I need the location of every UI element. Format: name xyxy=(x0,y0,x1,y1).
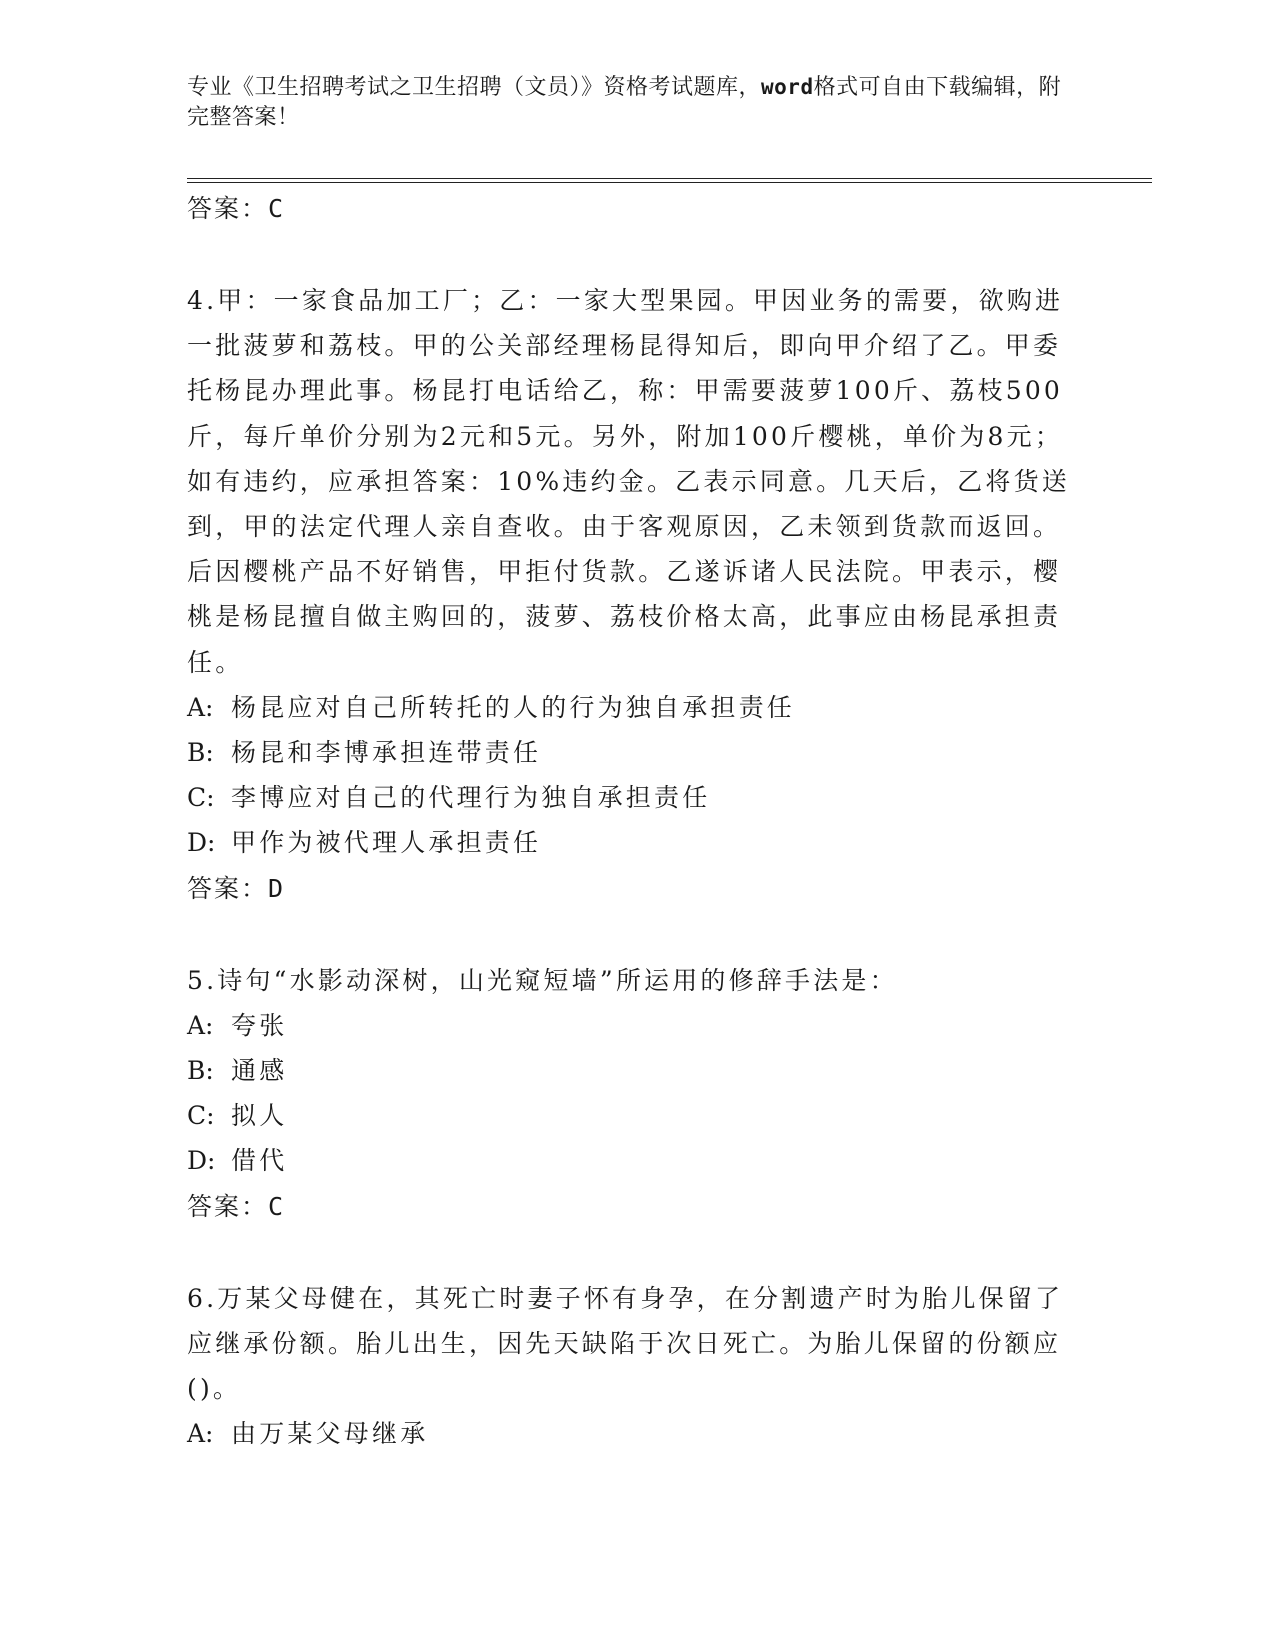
answer-line-prev xyxy=(187,186,1087,232)
answer-label: 答案： xyxy=(187,194,269,223)
question-5-answer xyxy=(187,1184,1087,1230)
answer-value: C xyxy=(268,1191,285,1221)
question-6-text: 6.万某父母健在，其死亡时妻子怀有身孕，在分割遗产时为胎儿保留了应继承份额。胎儿出生，因先天缺陷于次日死亡。为胎儿保留的份额应()。 xyxy=(187,1283,1064,1403)
option-key: C: xyxy=(187,783,215,813)
answer-value: C xyxy=(268,194,285,223)
question-4-option-d xyxy=(187,820,1087,865)
question-4-text: 4.甲：一家食品加工厂；乙：一家大型果园。甲因业务的需要，欲购进一批菠萝和荔枝。甲的公关部经理杨昆得知后，即向甲介绍了乙。甲委托杨昆办理此事。杨昆打电话给乙，称：甲需要菠萝100斤、荔枝500斤，每斤单价分别为2元和5元。另外，附加100斤樱桃，单价为8元；如有违约，应承担答案：10%违约金。乙表示同意。几天后，乙将货送到，甲的法定代理人亲自查收。由于客观原因，乙未领到货款而返回。后因樱桃产品不好销售，甲拒付货款。乙遂诉诸人民法院。甲表示，樱桃是杨昆擅自做主购回的，菠萝、荔枝价格太高，此事应由杨昆承担责任。 xyxy=(187,286,1070,677)
answer-label: 答案： xyxy=(187,1191,269,1221)
option-text: 拟人 xyxy=(231,1101,288,1131)
option-text: 杨昆和李博承担连带责任 xyxy=(231,738,542,768)
header-divider-bottom xyxy=(187,182,1152,183)
option-text: 借代 xyxy=(231,1146,288,1176)
option-key: B: xyxy=(187,1055,214,1085)
question-6-option-a xyxy=(187,1411,1087,1456)
question-4 xyxy=(187,278,1087,912)
header-text-after: 格式可自由下载编辑，附完整答案！ xyxy=(187,75,1062,130)
option-key: D: xyxy=(187,828,216,858)
spacer xyxy=(187,232,1087,278)
option-key: A: xyxy=(187,1419,214,1449)
question-4-option-a xyxy=(187,685,1087,730)
question-5-text: 5.诗句“水影动深树，山光窥短墙”所运用的修辞手法是： xyxy=(187,965,898,995)
spacer xyxy=(187,912,1087,958)
header-text-before: 专业《卫生招聘考试之卫生招聘（文员）》资格考试题库， xyxy=(187,75,762,100)
header-divider-top xyxy=(187,178,1152,179)
option-text: 甲作为被代理人承担责任 xyxy=(231,828,542,858)
option-text: 通感 xyxy=(231,1055,288,1085)
question-5-option-c xyxy=(187,1093,1087,1138)
option-text: 李博应对自己的代理行为独自承担责任 xyxy=(231,783,711,813)
option-text: 由万某父母继承 xyxy=(231,1419,429,1449)
question-5-option-b xyxy=(187,1048,1087,1093)
question-4-option-b xyxy=(187,730,1087,775)
header-text-word: word xyxy=(761,75,814,99)
question-list xyxy=(187,186,1087,1456)
page-header xyxy=(187,72,1067,133)
question-4-option-c xyxy=(187,775,1087,820)
question-5-option-a xyxy=(187,1003,1087,1048)
answer-label: 答案： xyxy=(187,873,269,903)
spacer xyxy=(187,1230,1087,1276)
question-5-option-d xyxy=(187,1138,1087,1183)
option-key: C: xyxy=(187,1101,215,1131)
option-text: 杨昆应对自己所转托的人的行为独自承担责任 xyxy=(231,692,796,722)
question-5 xyxy=(187,958,1087,1230)
option-key: B: xyxy=(187,738,214,768)
option-text: 夸张 xyxy=(231,1010,288,1040)
option-key: D: xyxy=(187,1146,216,1176)
question-6 xyxy=(187,1276,1087,1457)
answer-value: D xyxy=(268,873,285,903)
question-4-answer xyxy=(187,866,1087,912)
option-key: A: xyxy=(187,1010,214,1040)
option-key: A: xyxy=(187,692,214,722)
